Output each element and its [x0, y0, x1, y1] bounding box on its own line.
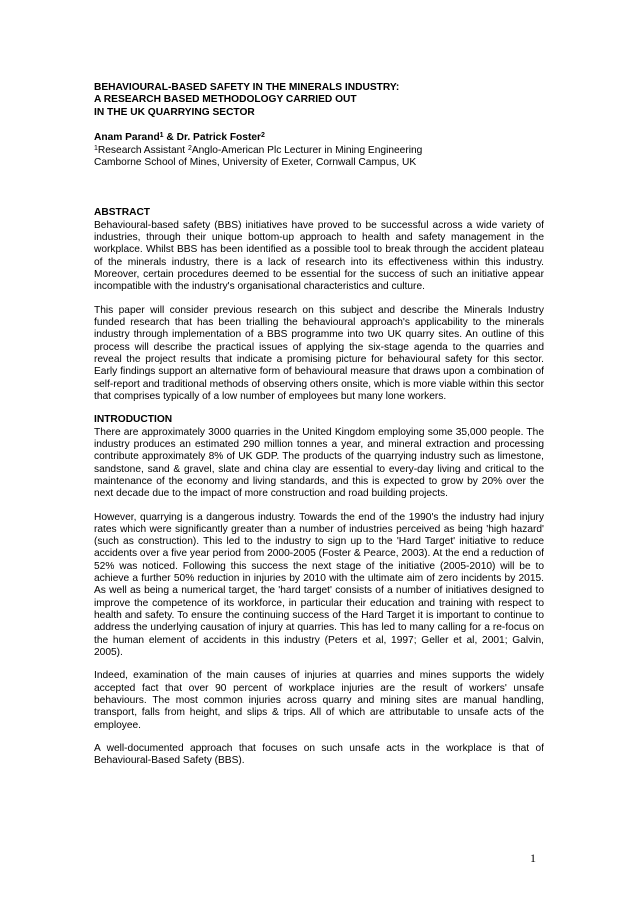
- document-page: [94, 82, 544, 778]
- affiliation-block: [94, 145, 544, 170]
- title-line-1: BEHAVIOURAL-BASED SAFETY IN THE MINERALS INDUSTRY:: [94, 82, 400, 93]
- author-1-superscript: 1: [159, 132, 164, 140]
- title-line-2: A RESEARCH BASED METHODOLOGY CARRIED OUT: [94, 94, 357, 106]
- introduction-paragraph-3: Indeed, examination of the main causes of injuries at quarries and mines supports the widely accepted fact that over 90 percent of workplace injuries are the result of workers' unsafe behaviours. The most common injuries across quarry and mining sites are manual handling, transport, falls from height, and slips & trips. All of which are attributable to unsafe acts of the employee.: [94, 670, 544, 731]
- introduction-paragraph-2: However, quarrying is a dangerous industry. Towards the end of the 1990's the industry had injury rates which were significantly greater than a number of industries perceived as being 'high hazard' (such as construction). This led to the industry to sign up to the 'Hard Target' initiative to reduce accidents over a five year period from 2000-2005 (Foster & Pearce, 2003). At the end a reduction of 52% was noticed. Following this success the next stage of the initiative (2005-2010) will be to achieve a further 50% reduction in injuries by 2010 with the ultimate aim of zero incidents by 2015. As well as being a numerical target, the 'hard target' consists of a number of initiatives designed to improve the competence of its workforce, in particular their education and training with respect to health and safety. To ensure the continuing success of the Hard Target it is important to continue to address the underlying causation of injury at quarries. This has led to many calling for a re-focus on the human element of accidents in this industry (Peters et al, 1997; Geller et al, 2001; Galvin, 2005).: [94, 511, 544, 658]
- author-separator: &: [163, 132, 177, 144]
- affiliation-sup-1: 1: [94, 144, 98, 152]
- introduction-heading: INTRODUCTION: [94, 414, 173, 426]
- abstract-paragraph-1: Behavioural-based safety (BBS) initiatives have proved to be successful across a wide variety of industries, through their unique bottom-up approach to health and safety management in the workplace. Whilst BBS has been identified as a possible tool to break through the accident plateau of the minerals industry, there is a lack of research into its effectiveness within this industry. Moreover, certain procedures deemed to be essential for the success of such an initiative appear incompatible with the industry's organisational characteristics and culture.: [94, 219, 544, 293]
- abstract-heading: ABSTRACT: [94, 207, 151, 219]
- affiliation-role-2: Anglo-American Plc Lecturer in Mining Engineering: [191, 144, 423, 156]
- author-2-name: Dr. Patrick Foster: [176, 132, 261, 144]
- author-line: [94, 132, 544, 144]
- paper-title: [94, 82, 544, 119]
- author-1-name: Anam Parand: [94, 132, 160, 144]
- affiliation-sup-2: 2: [187, 144, 192, 152]
- introduction-paragraph-1: There are approximately 3000 quarries in the United Kingdom employing some 35,000 people. The industry produces an estimated 290 million tonnes a year, and mineral extraction and processing contribute approximately 8% of UK GDP. The products of the quarrying industry such as limestone, sandstone, sand & gravel, slate and china clay are essential to every-day living and critical to the maintenance of the economy and living standards, and this is expected to grow by 20% over the next decade due to the impact of more construction and road building projects.: [94, 426, 544, 500]
- introduction-paragraph-4: A well-documented approach that focuses on such unsafe acts in the workplace is that of Behavioural-Based Safety (BBS).: [94, 742, 544, 767]
- title-line-3: IN THE UK QUARRYING SECTOR: [94, 106, 255, 118]
- abstract-paragraph-2: This paper will consider previous research on this subject and describe the Minerals Industry funded research that has been trialling the behavioural approach's applicability to the minerals industry through implementation of a BBS programme into two UK quarry sites. An outline of this process will describe the practical issues of applying the six-stage agenda to the quarries and reveal the project results that indicate a promising picture for behavioural safety for this sector. Early findings support an alternative form of behavioural measure that draws upon a combination of self-report and traditional methods of observing others onsite, which is more viable within this sector that comprises typically of a low number of employees but many lone workers.: [94, 304, 544, 402]
- affiliation-institution: Camborne School of Mines, University of Exeter, Cornwall Campus, UK: [94, 157, 417, 169]
- affiliation-roles: [94, 145, 544, 157]
- author-2-superscript: 2: [260, 132, 265, 140]
- page-number: 1: [530, 851, 536, 865]
- affiliation-role-1: Research Assistant: [97, 144, 188, 156]
